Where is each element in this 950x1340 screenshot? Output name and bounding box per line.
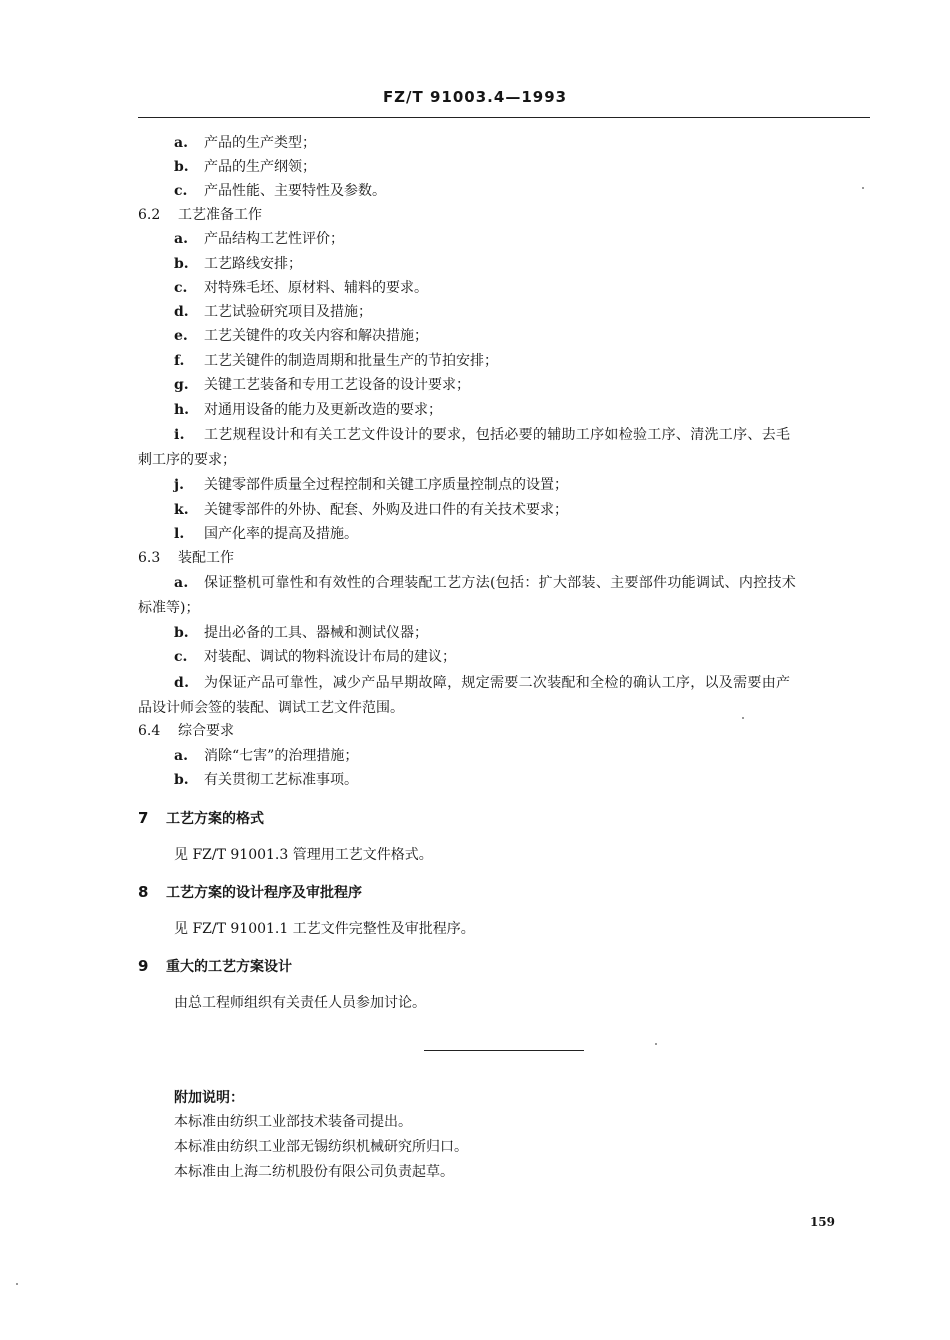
- scan-speck: [655, 1043, 657, 1045]
- list-item: l. 国产化率的提高及措施。: [174, 526, 358, 542]
- list-item: k. 关键零部件的外协、配套、外购及进口件的有关技术要求；: [174, 502, 568, 518]
- list-item-continuation: 刺工序的要求；: [138, 452, 236, 468]
- end-rule: [424, 1050, 584, 1051]
- notes-title: 附加说明：: [174, 1090, 244, 1106]
- list-item: g. 关键工艺装备和专用工艺设备的设计要求；: [174, 377, 470, 393]
- list-item: e. 工艺关键件的攻关内容和解决措施；: [174, 328, 428, 344]
- list-item-continuation: 品设计师会签的装配、调试工艺文件范围。: [138, 700, 404, 716]
- section-heading-8: 8 工艺方案的设计程序及审批程序: [138, 883, 362, 901]
- list-item: b. 工艺路线安排；: [174, 256, 302, 272]
- list-item: a. 产品的生产类型；: [174, 135, 316, 151]
- section-heading-9: 9 重大的工艺方案设计: [138, 957, 292, 975]
- notes-line: 本标准由纺织工业部技术装备司提出。: [174, 1114, 412, 1130]
- list-item: j. 关键零部件质量全过程控制和关键工序质量控制点的设置；: [174, 477, 568, 493]
- list-item-continuation: 标准等)；: [138, 600, 200, 616]
- list-item: f. 工艺关键件的制造周期和批量生产的节拍安排；: [174, 353, 498, 369]
- header-rule: [138, 117, 870, 118]
- list-item: a. 消除“七害”的治理措施；: [174, 748, 359, 764]
- list-item: h. 对通用设备的能力及更新改造的要求；: [174, 402, 442, 418]
- scan-speck: [742, 717, 744, 719]
- section-heading-7: 7 工艺方案的格式: [138, 809, 264, 827]
- section-body: 由总工程师组织有关责任人员参加讨论。: [174, 995, 426, 1011]
- list-item: a. 保证整机可靠性和有效性的合理装配工艺方法(包括：扩大部装、主要部件功能调试、内控技术: [174, 575, 797, 591]
- notes-line: 本标准由上海二纺机股份有限公司负责起草。: [174, 1164, 454, 1180]
- section-heading-6-2: 6.2 工艺准备工作: [138, 207, 262, 223]
- list-item: a. 产品结构工艺性评价；: [174, 231, 344, 247]
- list-item: i. 工艺规程设计和有关工艺文件设计的要求，包括必要的辅助工序如检验工序、清洗工序、去毛: [174, 427, 791, 443]
- page-number: 159: [809, 1215, 835, 1229]
- scan-speck: [862, 187, 864, 189]
- list-item: d. 为保证产品可靠性，减少产品早期故障，规定需要二次装配和全检的确认工序，以及需要由产: [174, 675, 791, 691]
- list-item: c. 对特殊毛坯、原材料、辅料的要求。: [174, 280, 428, 296]
- section-body: 见 FZ/T 91001.1 工艺文件完整性及审批程序。: [174, 921, 475, 937]
- section-heading-6-3: 6.3 装配工作: [138, 550, 234, 566]
- standard-code-header: FZ/T 91003.4—1993: [382, 88, 568, 106]
- list-item: b. 产品的生产纲领；: [174, 159, 316, 175]
- section-heading-6-4: 6.4 综合要求: [138, 723, 234, 739]
- list-item: c. 对装配、调试的物料流设计布局的建议；: [174, 649, 456, 665]
- notes-line: 本标准由纺织工业部无锡纺织机械研究所归口。: [174, 1139, 468, 1155]
- list-item: b. 提出必备的工具、器械和测试仪器；: [174, 625, 428, 641]
- scan-speck: [16, 1283, 18, 1285]
- list-item: b. 有关贯彻工艺标准事项。: [174, 772, 358, 788]
- list-item: d. 工艺试验研究项目及措施；: [174, 304, 372, 320]
- section-body: 见 FZ/T 91001.3 管理用工艺文件格式。: [174, 847, 433, 863]
- list-item: c. 产品性能、主要特性及参数。: [174, 183, 386, 199]
